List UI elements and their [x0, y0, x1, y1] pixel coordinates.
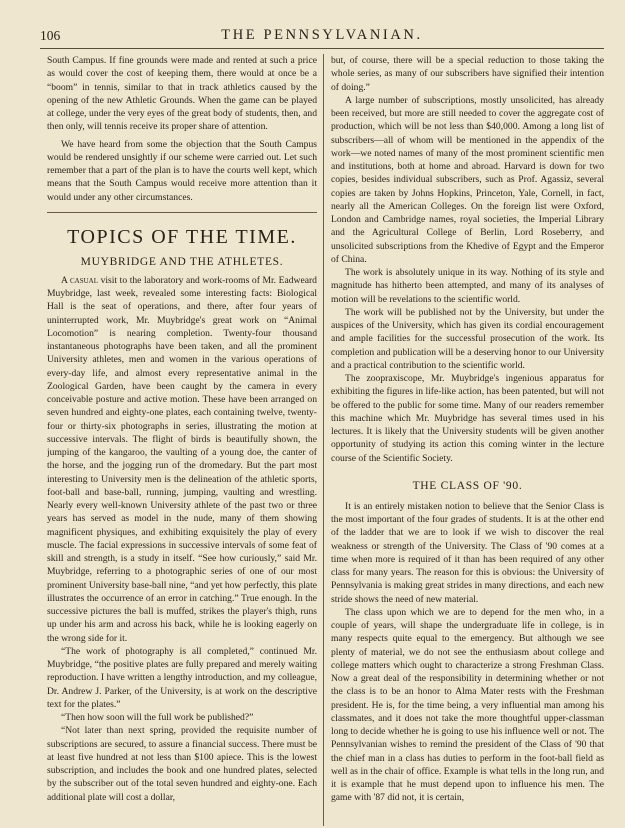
article-columns — [40, 54, 604, 828]
column-divider — [323, 54, 324, 826]
journal-title: THE PENNSYLVANIAN. — [221, 27, 423, 43]
muybridge-paragraph-3: “Then how soon will the full work be published?” — [61, 712, 254, 723]
article-title: MUYBRIDGE AND THE ATHLETES. — [80, 255, 284, 268]
section-rule — [47, 212, 317, 213]
muybridge-paragraph-4: “Not later than next spring, provided the requisite number of subscriptions are secured, to assure a financial success. There must be at least five hundred at not less than $100 apiece. This is the lowest subscription, and includes the book and one hundred plates, selected by the subscriber out of the total seven hundred and eighty-one. Each additional plate will cost a dollar, — [47, 725, 317, 803]
zoopraxiscope-paragraph: The zoopraxiscope, Mr. Muybridge's ingenious apparatus for exhibiting the figures in life-like action, has been patented, but will not be offered to the public for some time. Many of our readers remember this machine which Mr. Muybridge has several times used in his lectures. It is likely that the University students will be given another opportunity of studying its action this coming winter in the lecture course of the Scientific Society. — [331, 373, 604, 464]
page-number: 106 — [40, 28, 61, 43]
section-title: TOPICS OF THE TIME. — [67, 225, 297, 248]
class-article-title: THE CLASS OF '90. — [412, 479, 523, 492]
class-paragraph-2: The class upon which we are to depend for the men who, in a couple of years, will shape the undergraduate life in college, is in many respects quite equal to the emergency. But although we see plenty of material, we do not see the enthusiasm about college and college matters which ought to characterize a strong Freshman Class. Now a great deal of the responsibility in determining whether or not the class is to be an honor to Alma Mater rests with the Freshman president. He is, for the time being, a very influential man among his classmates, and it does not take the more thoughtful upper-classman long to decide whether he is going to use his influence well or not. The Pennsylvanian wishes to remind the president of the Class of '90 that the chief man in a class has duties to perform in the foot-ball field as well as in the chair of office. Example is what tells in the long run, and it is example that he must depend upon to influence his men. The game with '87 did not, it is certain, — [331, 606, 604, 804]
muybridge-paragraph-1-text: visit to the laboratory and work-rooms of Mr. Eadweard Muybridge, last week, revealed some interesting facts: Biological Hall is the seat of operations, and there, after four years of uninterrupted work, Mr. Muybridge's great work on “Animal Locomotion” is nearing completion. Twenty-four thousand instantaneous photographs have been taken, and all the prominent University athletes, men and women in the various operations of every-day life, and almost every representative animal in the Zoological Garden, have been caught by the camera in every conceivable posture and active motion. These have been arranged on seven hundred and eighty-one plates, each containing twelve, twenty-four or thirty-six photographs in series, illustrating the motion at successive intervals. The flight of birds is beautifully shown, the jumping of the kangaroo, the vaulting of a young doe, the canter of the horse, and the jogging run of the dromedary. But the part most interesting to University men is the delineation of the athletic sports, foot-ball and base-ball, running, jumping, vaulting and wrestling. Nearly every well-known University athlete of the past two or three years has served as model in the nude, many of them showing magnificent physiques, and exhibiting exquisitely the play of every muscle. The facial expressions in successive intervals of some feat of skill and strength, is a study in itself. “See how curiously,” said Mr. Muybridge, referring to a photographic series of one of our most prominent University base-ball nine, “and yet how perfectly, this plate illustrates the occurrence of an error in catching.” True enough. In the successive pictures the ball is muffed, strikes the player's thigh, runs up under his arm and across his back, while he is looking eagerly on the wrong side for it. — [47, 274, 317, 644]
objection-paragraph: We have heard from some the objection that the South Campus would be rendered unsightly if our scheme were carried out. Let such remember that a part of the plan is to have the courts well kept, which means that the South Campus would receive more attention than it would under any other circumstances. — [47, 138, 317, 203]
subscriptions-paragraph: A large number of subscriptions, mostly unsolicited, has already been received, but more are still needed to cover the aggregate cost of production, which will be not less than $40,000. Among a long list of subscribers—all of whom will be mentioned in the appendix of the work—we noted names of many of the most prominent scientific men and institutions, both at home and abroad. Harvard is down for two copies, besides individual subscribers, such as Prof. Agassiz, several copies are taken by Johns Hopkins, Princeton, Yale, Cornell, in fact, nearly all the American Colleges. On the foreign list were Oxford, London and Cambridge names, royal societies, the Imperial Library and the Agricultural College of Berlin, Lord Roseberry, and unsolicited subscriptions from the Khedive of Egypt and the Emperor of China. — [331, 94, 604, 265]
muybridge-paragraph-1 — [47, 274, 317, 645]
muybridge-paragraph-2: “The work of photography is all completed,” continued Mr. Muybridge, “the positive plates are fully prepared and merely waiting reproduction. I have written a lengthy introduction, and my colleague, Dr. Andrew J. Parker, of the University, is at work on the descriptive text for the plates.” — [47, 645, 317, 710]
unique-paragraph: The work is absolutely unique in its way. Nothing of its style and magnitude has hitherto been attempted, and many of its analyses of motion will be revelations to the scientific world. — [331, 267, 604, 305]
article-lead-words: A casual — [61, 274, 98, 286]
continuation-paragraph: but, of course, there will be a special reduction to those taking the whole series, as many of our subscribers have signified their intention of doing.” — [331, 55, 604, 93]
class-paragraph-1: It is an entirely mistaken notion to believe that the Senior Class is the most important of the four grades of students. It is at the other end of the ladder that we are to look if we wish to discover the real weakness or strength of the University. The Class of '90 comes at a time when more is required of it than has been required of any other class for many years. The reason for this is obvious: the University of Pennsylvania is making great strides in many directions, and each new stride shows the need of new material. — [331, 500, 604, 605]
tennis-paragraph: South Campus. If fine grounds were made and rented at such a price as would cover the cost of keeping them, there would at once be a “boom” in tennis, similar to that in track athletics caused by the opening of the new Athletic Grounds. When the game can be played at college, under the very eyes of the great body of students, then, and then only, will tennis receive its proper share of attention. — [47, 55, 317, 133]
publication-paragraph: The work will be published not by the University, but under the auspices of the University, which has given its cordial encouragement and ample facilities for the successful prosecution of the work. Its completion and publication will be a deserving honor to our University and a practical contribution to the scientific world. — [331, 306, 604, 371]
right-column — [331, 54, 604, 828]
page-header — [40, 26, 604, 49]
left-column — [47, 54, 317, 828]
